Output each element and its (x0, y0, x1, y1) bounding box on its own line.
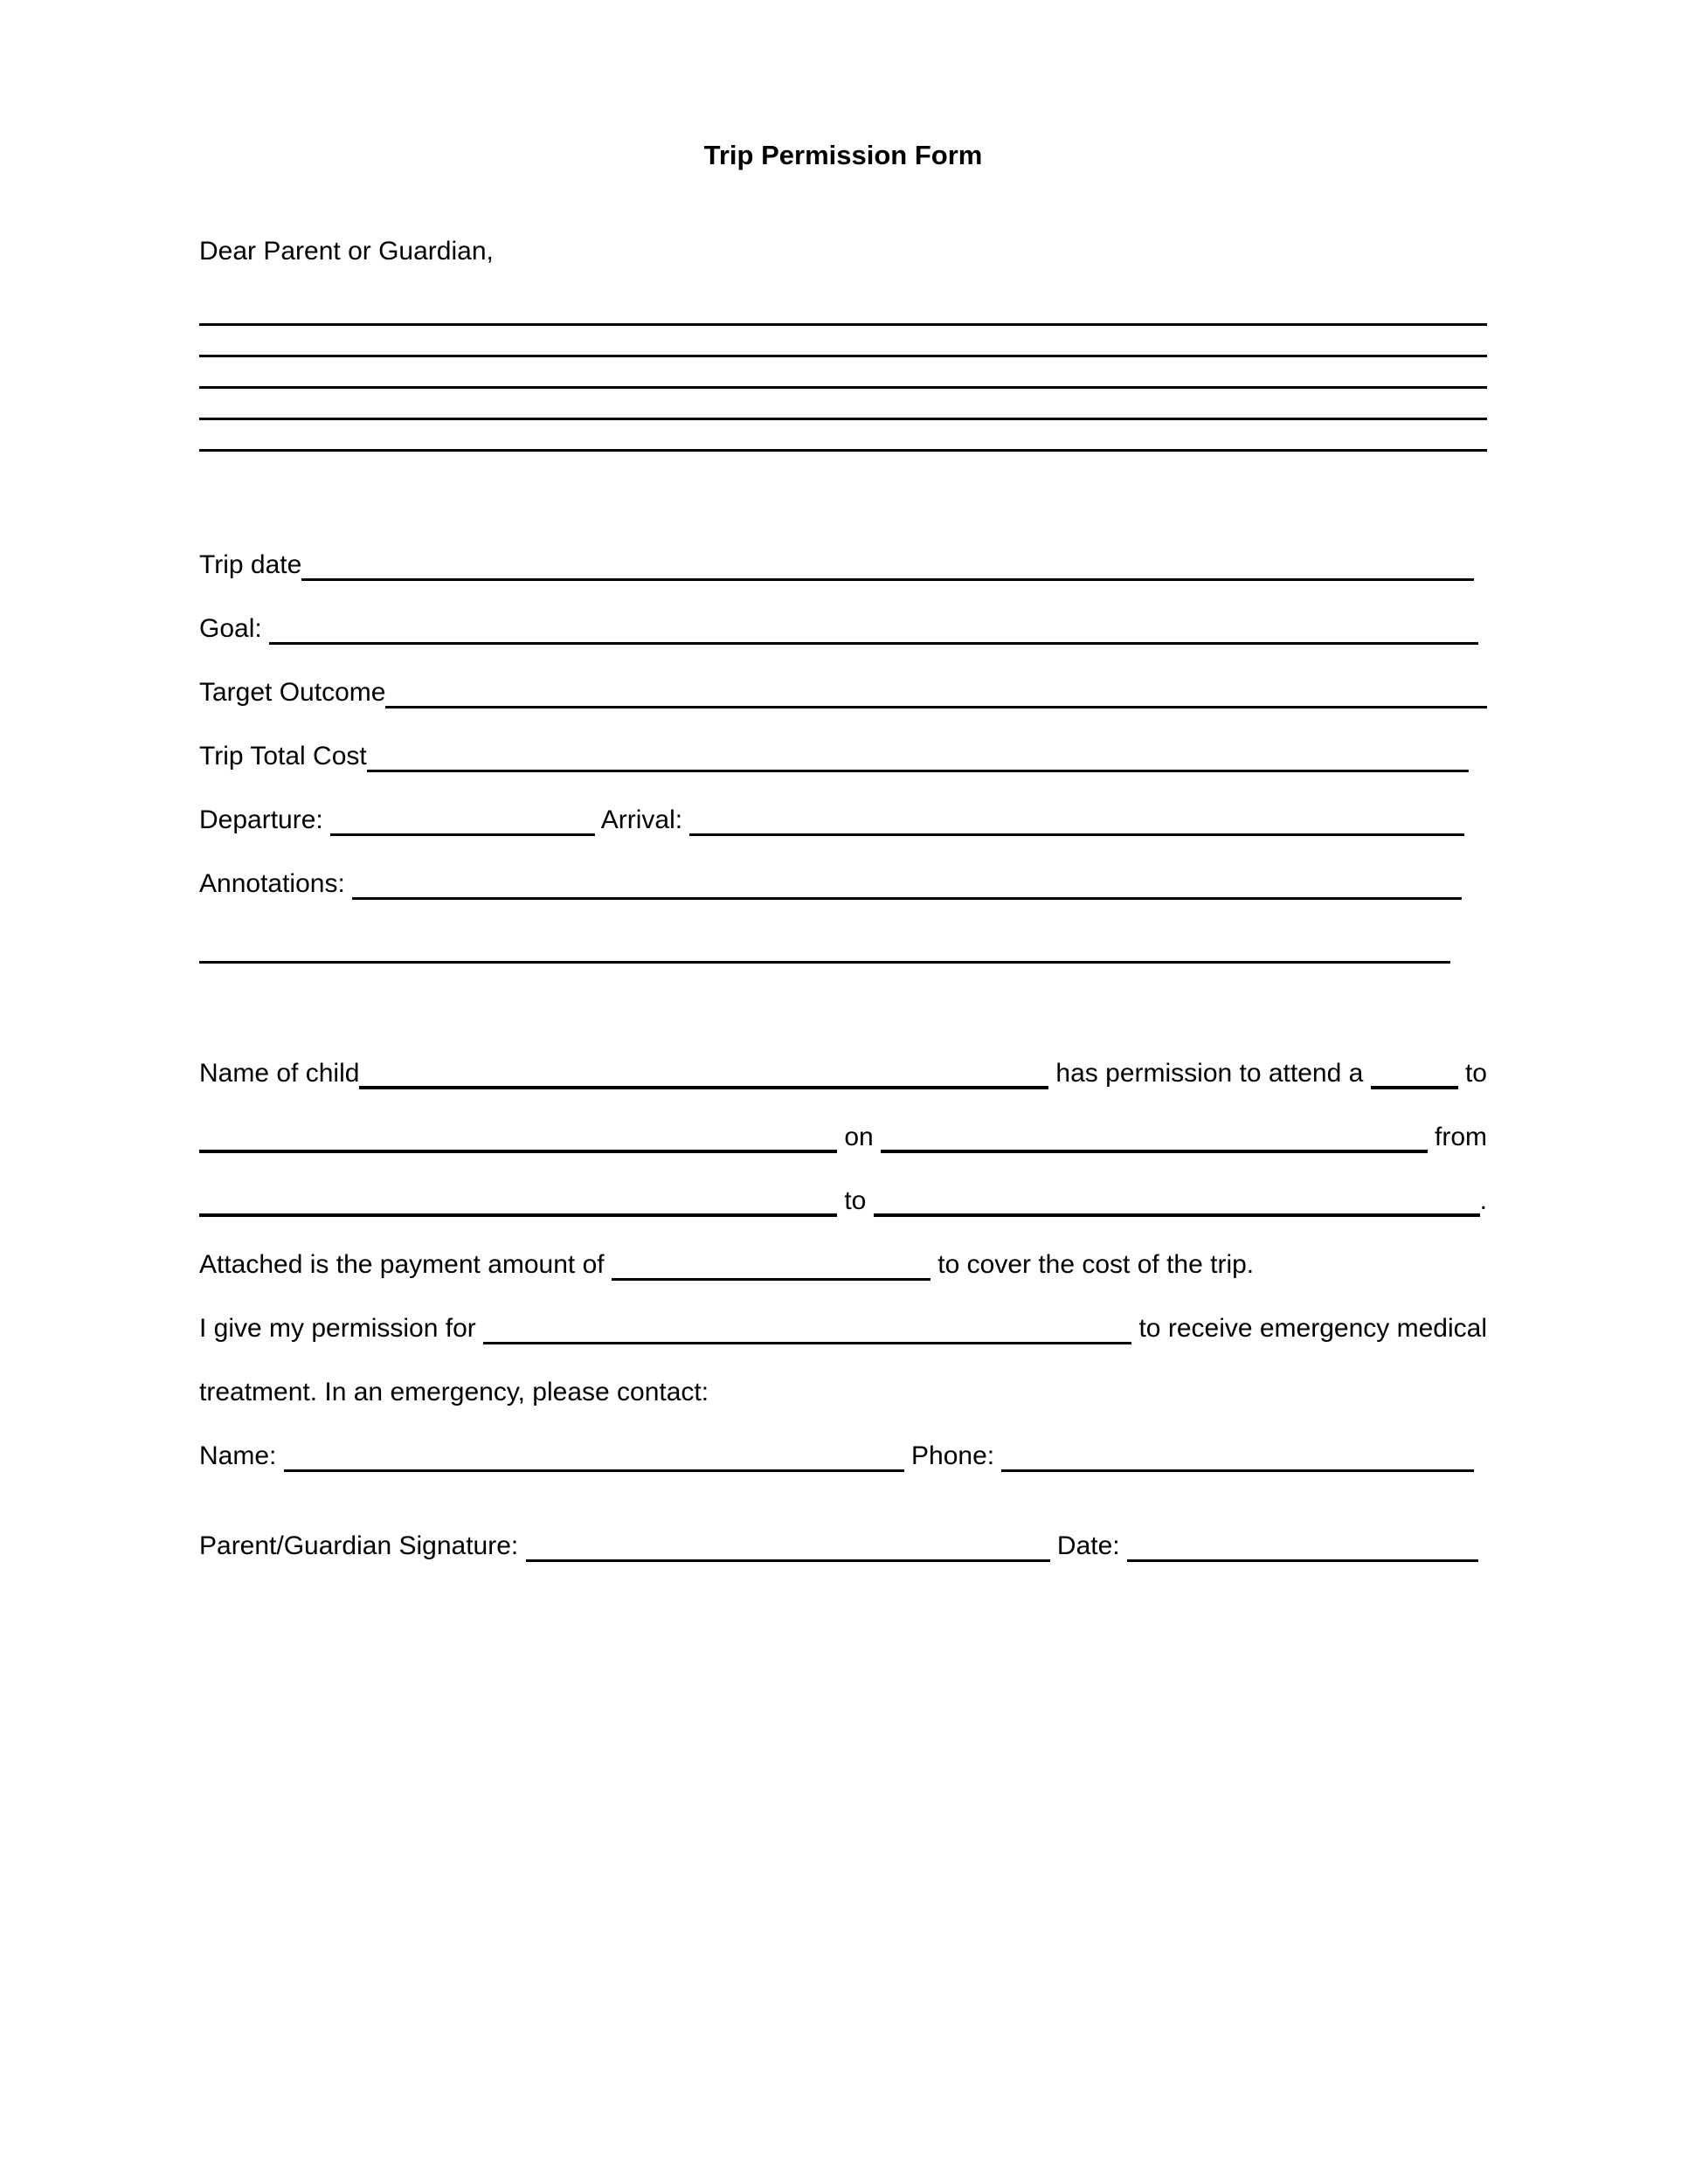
from-text: from (1427, 1123, 1487, 1151)
payment-row (199, 1217, 1487, 1281)
contact-name-blank[interactable] (284, 1469, 904, 1472)
target-outcome-blank[interactable] (385, 706, 1487, 708)
intro-blank-lines (199, 294, 1487, 452)
intro-blank-line[interactable] (199, 357, 1487, 389)
child-name-row (199, 1026, 1487, 1089)
emergency-contact-row (199, 1408, 1487, 1472)
annotations-blank[interactable] (352, 897, 1462, 900)
intro-blank-line[interactable] (199, 326, 1487, 357)
departure-arrival-row (199, 772, 1487, 836)
annotations-continuation-row (199, 900, 1487, 964)
target-outcome-row (199, 645, 1487, 708)
to-text: to (1457, 1059, 1487, 1088)
departure-blank[interactable] (330, 833, 595, 836)
medical-suffix-text: to receive emergency medical (1131, 1314, 1487, 1343)
medical-prefix-text: I give my permission for (199, 1314, 484, 1343)
event-date-blank[interactable] (881, 1150, 1428, 1153)
arrival-label: Arrival: (595, 805, 690, 834)
medical-person-blank[interactable] (483, 1342, 1131, 1344)
trip-date-blank[interactable] (301, 578, 1474, 581)
payment-amount-blank[interactable] (612, 1278, 930, 1281)
intro-blank-line[interactable] (199, 294, 1487, 326)
trip-total-cost-row (199, 708, 1487, 772)
medical-permission-row (199, 1281, 1487, 1344)
goal-blank[interactable] (269, 642, 1478, 645)
goal-label: Goal: (199, 614, 270, 643)
trip-date-row (199, 517, 1487, 581)
trip-total-cost-blank[interactable] (367, 770, 1469, 772)
annotations-row (199, 836, 1487, 900)
payment-prefix-text: Attached is the payment amount of (199, 1250, 612, 1279)
time-range-row (199, 1153, 1487, 1217)
child-name-blank[interactable] (359, 1086, 1048, 1089)
period-text: . (1479, 1186, 1487, 1215)
payment-suffix-text: to cover the cost of the trip. (930, 1250, 1255, 1279)
name-of-child-label: Name of child (199, 1059, 360, 1088)
intro-blank-line[interactable] (199, 420, 1487, 452)
treatment-contact-row (199, 1344, 1487, 1408)
contact-name-label: Name: (199, 1441, 284, 1470)
contact-phone-label: Phone: (903, 1441, 1002, 1470)
date-label: Date: (1049, 1531, 1127, 1560)
on-text: on (837, 1123, 882, 1151)
target-outcome-label: Target Outcome (199, 678, 386, 707)
trip-date-label: Trip date (199, 550, 302, 579)
departure-label: Departure: (199, 805, 331, 834)
salutation: Dear Parent or Guardian, (199, 237, 494, 266)
destination-date-row (199, 1089, 1487, 1153)
signature-label: Parent/Guardian Signature: (199, 1531, 526, 1560)
trip-total-cost-label: Trip Total Cost (199, 742, 367, 771)
date-blank[interactable] (1127, 1559, 1478, 1562)
intro-blank-line[interactable] (199, 389, 1487, 420)
arrival-blank[interactable] (689, 833, 1464, 836)
destination-blank[interactable] (199, 1150, 837, 1153)
time-to-blank[interactable] (874, 1213, 1480, 1217)
annotations-continuation-blank[interactable] (199, 961, 1450, 964)
signature-row (199, 1498, 1487, 1562)
time-from-blank[interactable] (199, 1213, 837, 1217)
goal-row (199, 581, 1487, 645)
to-between-text: to (837, 1186, 874, 1215)
attend-type-blank[interactable] (1371, 1086, 1458, 1089)
contact-phone-blank[interactable] (1001, 1469, 1474, 1472)
annotations-label: Annotations: (199, 869, 353, 898)
page-title: Trip Permission Form (703, 140, 983, 170)
has-permission-text: has permission to attend a (1048, 1059, 1371, 1088)
trip-fields (199, 517, 1487, 964)
treatment-contact-text: treatment. In an emergency, please contact: (199, 1378, 709, 1406)
permission-paragraph (199, 1026, 1487, 1472)
signature-blank[interactable] (526, 1559, 1050, 1562)
